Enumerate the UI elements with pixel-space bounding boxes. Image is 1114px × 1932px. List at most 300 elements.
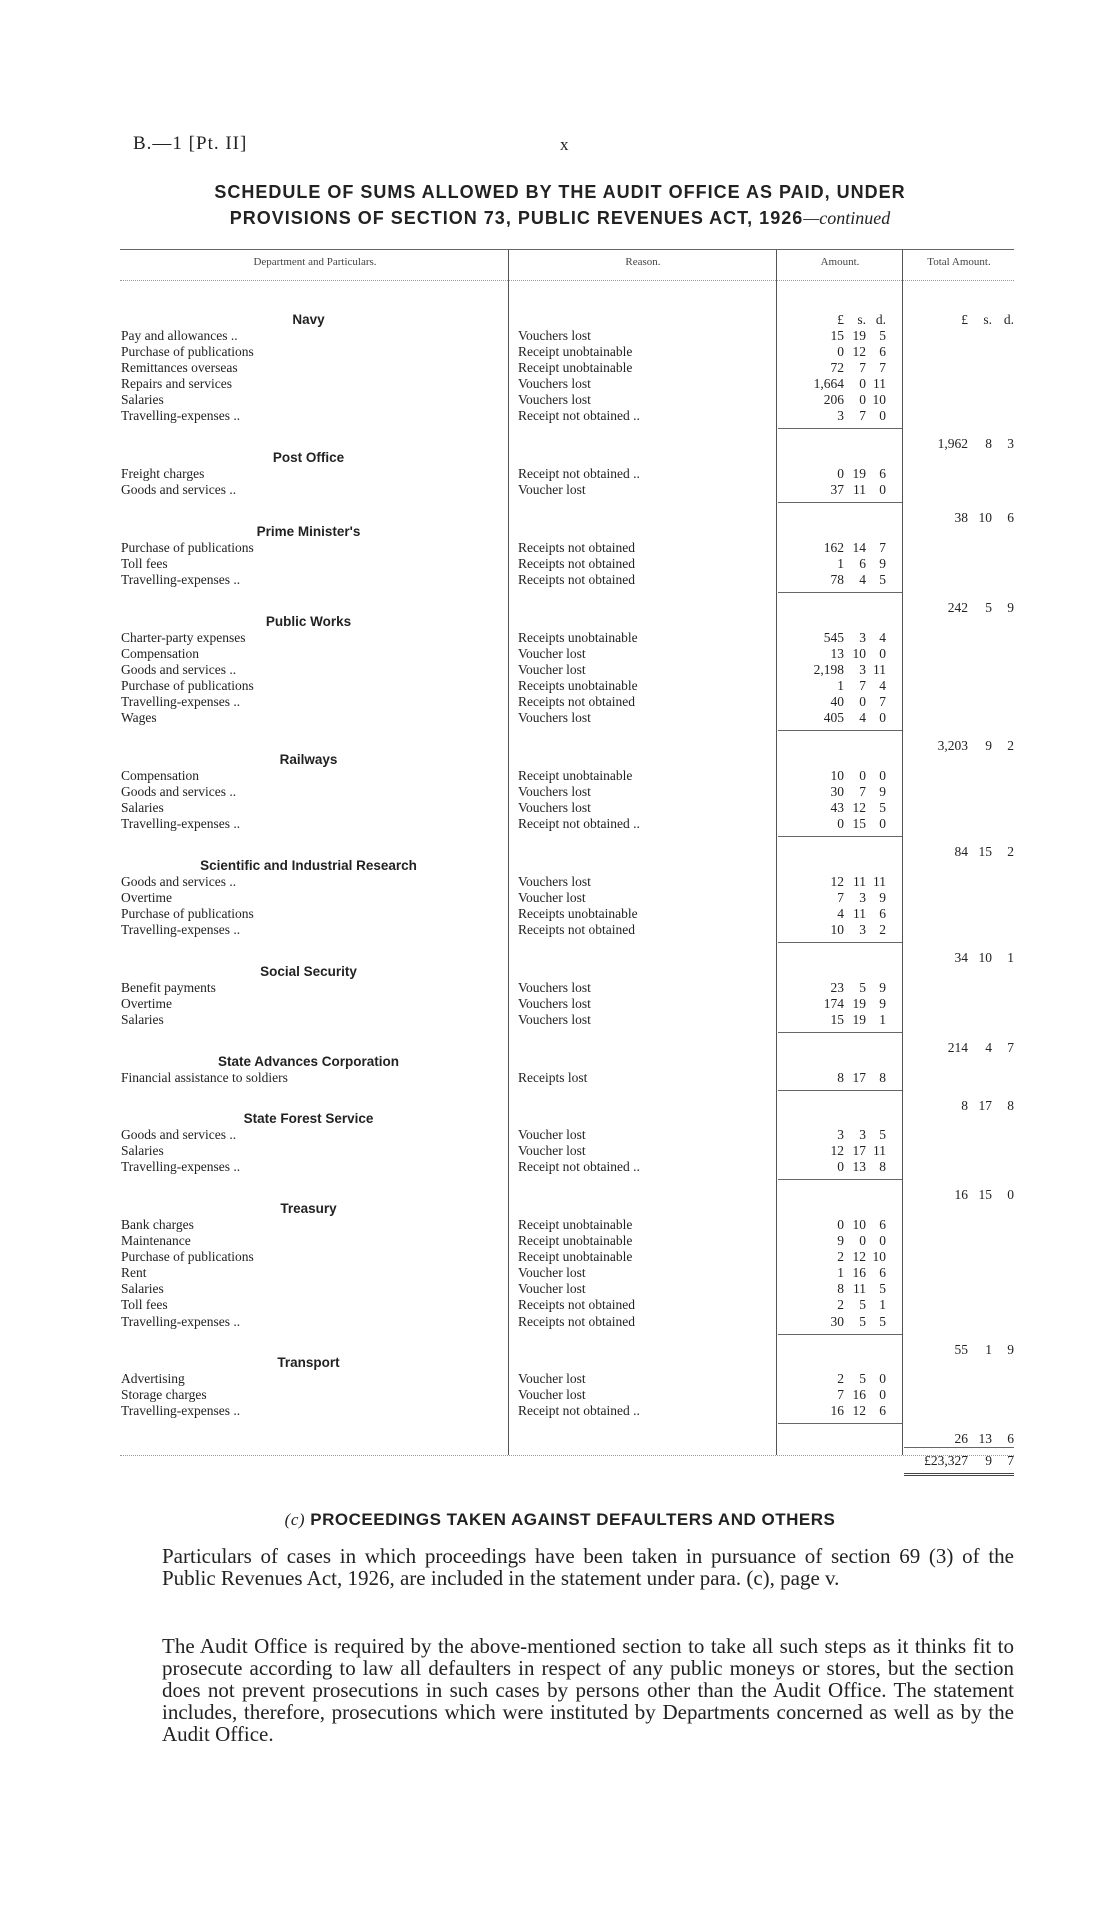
page-header-left: B.—1 [Pt. II]	[133, 133, 248, 154]
reason-text: Receipts lost	[518, 1069, 588, 1085]
reason-cell	[518, 800, 758, 816]
amount-cell-pounds: 4	[837, 905, 844, 921]
amount-cell-shillings: 19	[852, 995, 866, 1011]
department-total-pence: 6	[1007, 510, 1014, 526]
particular-text: Travelling-expenses ..	[121, 1313, 241, 1329]
amount-cell-shillings: 0	[859, 767, 866, 783]
reason-cell	[518, 328, 758, 344]
section-c-label: (c)	[284, 1510, 306, 1529]
amount-cell	[790, 646, 886, 662]
total-currency-header-pence: d.	[1003, 312, 1014, 327]
particular-text: Goods and services ..	[121, 1127, 237, 1143]
amount-cell-pounds: 30	[830, 783, 844, 799]
particular-text: Freight charges	[121, 466, 205, 482]
reason-text: Voucher lost	[518, 1265, 586, 1281]
department-total-pence: 9	[1007, 1341, 1014, 1357]
particular-text: Overtime	[121, 995, 172, 1011]
department-total-shillings: 4	[985, 1039, 992, 1055]
department-total-shillings: 15	[978, 1187, 992, 1203]
section-c-title: PROCEEDINGS TAKEN AGAINST DEFAULTERS AND OTHERS	[310, 1510, 836, 1529]
particular-cell	[121, 784, 496, 800]
reason-cell	[518, 1387, 758, 1403]
reason-cell	[518, 1371, 758, 1387]
particular-text: Wages	[121, 710, 157, 726]
reason-text: Receipt unobtainable	[518, 1233, 633, 1249]
particular-cell	[121, 768, 496, 784]
schedule-title-line1: SCHEDULE OF SUMS ALLOWED BY THE AUDIT OFFICE AS PAID, UNDER	[214, 182, 906, 202]
amount-cell	[790, 540, 886, 556]
subtotal-rule	[778, 592, 902, 593]
department-total	[912, 738, 1014, 754]
amount-cell	[790, 800, 886, 816]
amount-cell-shillings: 17	[852, 1143, 866, 1159]
particular-cell	[121, 1371, 496, 1387]
amount-cell-pounds: 2	[837, 1249, 844, 1265]
particular-cell	[121, 540, 496, 556]
amount-cell-pence: 7	[879, 539, 886, 555]
grand-total-rule	[904, 1447, 1014, 1448]
subtotal-rule	[778, 428, 902, 429]
particular-cell	[121, 1012, 496, 1028]
reason-cell	[518, 1217, 758, 1233]
reason-cell	[518, 360, 758, 376]
amount-cell	[790, 1249, 886, 1265]
amount-cell	[790, 408, 886, 424]
amount-cell-pounds: 7	[837, 1387, 844, 1403]
amount-cell-shillings: 19	[852, 1011, 866, 1027]
amount-cell-pounds: 1	[837, 677, 844, 693]
amount-cell-pence: 5	[879, 799, 886, 815]
grand-total	[912, 1453, 1014, 1469]
reason-cell	[518, 890, 758, 906]
col-divider-total	[902, 250, 903, 1455]
reason-cell	[518, 408, 758, 424]
col-header-total: Total Amount.	[927, 256, 991, 268]
particular-cell	[121, 376, 496, 392]
amount-cell-pence: 5	[879, 1313, 886, 1329]
particular-text: Travelling-expenses ..	[121, 572, 241, 587]
department-total-shillings: 1	[985, 1341, 992, 1357]
amount-cell-shillings: 10	[852, 1217, 866, 1233]
department-total-pence: 1	[1007, 949, 1014, 965]
reason-text: Receipts unobtainable	[518, 629, 638, 645]
particular-text: Pay and allowances ..	[121, 328, 238, 344]
department-total-pence: 6	[1007, 1431, 1014, 1447]
amount-cell-shillings: 7	[859, 783, 866, 799]
amount-cell-pence: 10	[872, 1249, 886, 1265]
amount-cell	[790, 980, 886, 996]
amount-cell	[790, 710, 886, 726]
amount-cell-pounds: 0	[837, 466, 844, 482]
department-total-pounds: 1,962	[937, 436, 968, 452]
particular-cell	[121, 328, 496, 344]
reason-text: Vouchers lost	[518, 873, 591, 889]
amount-cell-shillings: 4	[859, 572, 866, 587]
particular-cell	[121, 1127, 496, 1143]
particular-cell	[121, 1387, 496, 1403]
particular-text: Goods and services ..	[121, 873, 237, 889]
reason-cell	[518, 678, 758, 694]
particular-text: Toll fees	[121, 1297, 168, 1313]
amount-cell-pence: 4	[879, 629, 886, 645]
col-divider-reason	[508, 250, 509, 1455]
amount-cell-shillings: 12	[852, 1249, 866, 1265]
particular-cell	[121, 360, 496, 376]
amount-cell-pence: 9	[879, 783, 886, 799]
particular-text: Bank charges	[121, 1217, 194, 1233]
particular-cell	[121, 1281, 496, 1297]
particular-text: Compensation	[121, 645, 199, 661]
reason-text: Receipt not obtained ..	[518, 408, 640, 424]
department-total-pounds: 8	[961, 1097, 968, 1113]
department-total	[912, 1187, 1014, 1203]
department-total-shillings: 5	[985, 600, 992, 616]
amount-cell-pence: 0	[879, 815, 886, 831]
department-total-pounds: 34	[954, 949, 968, 965]
particular-cell	[121, 392, 496, 408]
amount-cell-shillings: 3	[859, 1127, 866, 1143]
continued-label: —continued	[803, 208, 891, 228]
amount-cell-pence: 1	[879, 1011, 886, 1027]
subtotal-rule	[778, 730, 902, 731]
total-currency-header-shillings: s.	[983, 312, 992, 327]
amount-cell-pence: 11	[873, 873, 886, 889]
amount-cell-pounds: 10	[830, 921, 844, 937]
particular-text: Travelling-expenses ..	[121, 1403, 241, 1419]
amount-cell	[790, 630, 886, 646]
amount-cell-shillings: 6	[859, 555, 866, 571]
subtotal-rule	[778, 836, 902, 837]
reason-text: Voucher lost	[518, 645, 586, 661]
reason-cell	[518, 768, 758, 784]
department-total-pounds: 214	[947, 1039, 968, 1055]
particular-text: Salaries	[121, 1143, 164, 1159]
amount-cell	[790, 784, 886, 800]
reason-text: Vouchers lost	[518, 979, 591, 995]
paragraph-2-text: The Audit Office is required by the above-mentioned section to take all such steps as it thinks fit to prosecute according to law all defaulters in respect of any public moneys or stores, but the section does not prevent prosecutions in such cases by persons other than the Audit Office. The statement includes, therefore, prosecutions which were instituted by Departments concerned as well as by the Audit Office.	[162, 1634, 1014, 1746]
amount-cell-shillings: 5	[859, 1371, 866, 1387]
amount-cell-pence: 11	[873, 661, 886, 677]
particular-cell	[121, 1217, 496, 1233]
amount-cell	[790, 328, 886, 344]
particular-text: Salaries	[121, 799, 164, 815]
amount-cell-pounds: 8	[837, 1069, 844, 1085]
amount-cell-pence: 0	[879, 767, 886, 783]
particular-cell	[121, 344, 496, 360]
reason-cell	[518, 556, 758, 572]
particular-cell	[121, 662, 496, 678]
amount-cell-shillings: 5	[859, 979, 866, 995]
amount-cell-shillings: 11	[853, 873, 866, 889]
amount-cell-shillings: 7	[859, 360, 866, 376]
particular-text: Financial assistance to soldiers	[121, 1069, 288, 1085]
department-total	[912, 1342, 1014, 1358]
amount-cell-shillings: 17	[852, 1069, 866, 1085]
department-total-pounds: 16	[954, 1187, 968, 1203]
reason-text: Vouchers lost	[518, 799, 591, 815]
particular-text: Overtime	[121, 889, 172, 905]
amount-currency-header-pounds: £	[837, 312, 844, 327]
subtotal-rule	[778, 1032, 902, 1033]
department-heading: State Forest Service	[243, 1111, 374, 1127]
particular-text: Advertising	[121, 1371, 185, 1387]
amount-cell	[790, 1281, 886, 1297]
amount-cell-pence: 8	[879, 1159, 886, 1175]
department-total-shillings: 10	[978, 510, 992, 526]
amount-cell-pounds: 174	[823, 995, 844, 1011]
reason-cell	[518, 1159, 758, 1175]
amount-cell-shillings: 0	[859, 376, 866, 392]
amount-cell-pounds: 15	[830, 328, 844, 344]
amount-cell-pounds: 3	[837, 1127, 844, 1143]
subtotal-rule	[778, 1090, 902, 1091]
particular-cell	[121, 630, 496, 646]
reason-text: Receipts unobtainable	[518, 677, 638, 693]
particular-cell	[121, 874, 496, 890]
subtotal-rule	[778, 1423, 902, 1424]
particular-cell	[121, 408, 496, 424]
particular-text: Travelling-expenses ..	[121, 815, 241, 831]
reason-text: Receipts not obtained	[518, 572, 635, 587]
department-total	[912, 1040, 1014, 1056]
amount-cell	[790, 678, 886, 694]
grand-total-double-rule	[904, 1473, 1014, 1476]
amount-cell-shillings: 13	[852, 1159, 866, 1175]
reason-text: Receipts not obtained	[518, 1297, 635, 1313]
reason-cell	[518, 466, 758, 482]
amount-cell	[790, 1314, 886, 1330]
reason-cell	[518, 1297, 758, 1313]
reason-cell	[518, 572, 758, 588]
department-total	[912, 1098, 1014, 1114]
department-total-pounds: 55	[954, 1341, 968, 1357]
reason-text: Receipt unobtainable	[518, 1249, 633, 1265]
department-total-pence: 0	[1007, 1187, 1014, 1203]
amount-cell-shillings: 3	[859, 629, 866, 645]
amount-cell-shillings: 5	[859, 1297, 866, 1313]
reason-text: Receipts not obtained	[518, 555, 635, 571]
amount-cell-pounds: 2	[837, 1371, 844, 1387]
section-c-paragraph-2	[162, 1635, 1014, 1745]
particular-text: Travelling-expenses ..	[121, 921, 241, 937]
amount-cell-shillings: 7	[859, 677, 866, 693]
amount-cell	[790, 922, 886, 938]
col-header-particulars: Department and Particulars.	[253, 256, 377, 268]
department-total	[912, 844, 1014, 860]
amount-cell-pence: 6	[879, 1403, 886, 1419]
amount-cell-shillings: 19	[852, 466, 866, 482]
particular-text: Goods and services ..	[121, 783, 237, 799]
particular-text: Goods and services ..	[121, 661, 237, 677]
reason-text: Receipt not obtained ..	[518, 466, 640, 482]
amount-cell-pence: 10	[872, 392, 886, 408]
particular-text: Goods and services ..	[121, 482, 237, 498]
amount-cell	[790, 1403, 886, 1419]
amount-cell-pence: 0	[879, 710, 886, 726]
reason-text: Receipts not obtained	[518, 921, 635, 937]
department-heading: Social Security	[260, 963, 357, 979]
amount-cell-pence: 8	[879, 1069, 886, 1085]
amount-cell-pence: 0	[879, 408, 886, 424]
col-divider-amount	[776, 250, 777, 1455]
amount-cell-pence: 0	[879, 645, 886, 661]
particular-cell	[121, 1143, 496, 1159]
particular-cell	[121, 1233, 496, 1249]
amount-cell-pence: 11	[873, 1143, 886, 1159]
amount-cell	[790, 1387, 886, 1403]
amount-cell	[790, 662, 886, 678]
amount-cell-pence: 0	[879, 1233, 886, 1249]
amount-cell	[790, 816, 886, 832]
amount-cell	[790, 768, 886, 784]
amount-cell-pence: 0	[879, 1371, 886, 1387]
amount-cell-pounds: 0	[837, 1159, 844, 1175]
particular-cell	[121, 678, 496, 694]
amount-cell-pence: 11	[873, 376, 886, 392]
reason-cell	[518, 1233, 758, 1249]
reason-text: Voucher lost	[518, 1387, 586, 1403]
particular-text: Benefit payments	[121, 979, 216, 995]
reason-cell	[518, 1265, 758, 1281]
particular-cell	[121, 572, 496, 588]
reason-text: Vouchers lost	[518, 1011, 591, 1027]
reason-cell	[518, 906, 758, 922]
reason-cell	[518, 376, 758, 392]
amount-cell-shillings: 3	[859, 889, 866, 905]
amount-cell	[790, 1265, 886, 1281]
amount-cell-pounds: 206	[823, 392, 844, 408]
reason-cell	[518, 996, 758, 1012]
amount-cell	[790, 376, 886, 392]
department-total	[912, 1431, 1014, 1447]
particular-text: Salaries	[121, 1281, 164, 1297]
reason-cell	[518, 1070, 758, 1086]
amount-cell-pounds: 545	[823, 629, 844, 645]
amount-cell-pence: 5	[879, 328, 886, 344]
department-heading: State Advances Corporation	[217, 1053, 400, 1069]
department-total-pence: 3	[1007, 436, 1014, 452]
amount-cell-pence: 0	[879, 482, 886, 498]
amount-cell-shillings: 14	[852, 539, 866, 555]
grand-total-pounds: £23,327	[924, 1453, 968, 1469]
total-currency-header	[912, 312, 1014, 328]
amount-cell-pence: 5	[879, 1127, 886, 1143]
reason-text: Receipts not obtained	[518, 539, 635, 555]
amount-cell-pence: 5	[879, 1281, 886, 1297]
amount-cell-pounds: 40	[830, 693, 844, 709]
amount-cell-pounds: 8	[837, 1281, 844, 1297]
department-total-shillings: 8	[985, 436, 992, 452]
amount-cell	[790, 1070, 886, 1086]
section-c-paragraph-1	[162, 1545, 1014, 1589]
amount-cell	[790, 1233, 886, 1249]
col-header-amount: Amount.	[820, 256, 860, 268]
particular-text: Purchase of publications	[121, 677, 254, 693]
particular-cell	[121, 1159, 496, 1175]
amount-cell-pounds: 43	[830, 799, 844, 815]
amount-cell-shillings: 15	[852, 815, 866, 831]
amount-cell	[790, 482, 886, 498]
particular-cell	[121, 1265, 496, 1281]
reason-text: Receipt not obtained ..	[518, 1159, 640, 1175]
amount-cell-shillings: 10	[852, 645, 866, 661]
reason-cell	[518, 694, 758, 710]
department-heading: Transport	[277, 1355, 340, 1371]
reason-cell	[518, 1281, 758, 1297]
amount-cell	[790, 360, 886, 376]
amount-cell-pence: 6	[879, 1265, 886, 1281]
particular-text: Storage charges	[121, 1387, 207, 1403]
reason-cell	[518, 630, 758, 646]
reason-text: Vouchers lost	[518, 328, 591, 344]
particular-cell	[121, 996, 496, 1012]
amount-cell-pounds: 1	[837, 555, 844, 571]
reason-text: Vouchers lost	[518, 392, 591, 408]
reason-text: Voucher lost	[518, 1127, 586, 1143]
reason-text: Vouchers lost	[518, 783, 591, 799]
particular-text: Rent	[121, 1265, 147, 1281]
particular-cell	[121, 1249, 496, 1265]
department-total-pounds: 3,203	[937, 738, 968, 754]
amount-cell-pounds: 13	[830, 645, 844, 661]
amount-cell-pence: 0	[879, 1387, 886, 1403]
subtotal-rule	[778, 1334, 902, 1335]
amount-cell-shillings: 16	[852, 1265, 866, 1281]
reason-cell	[518, 1314, 758, 1330]
col-header-reason: Reason.	[625, 256, 661, 268]
department-total-shillings: 10	[978, 949, 992, 965]
reason-cell	[518, 482, 758, 498]
amount-cell-pence: 6	[879, 1217, 886, 1233]
table-header-rule	[120, 280, 1014, 281]
amount-cell-pounds: 23	[830, 979, 844, 995]
amount-cell-pounds: 30	[830, 1313, 844, 1329]
amount-cell-shillings: 5	[859, 1313, 866, 1329]
amount-cell-shillings: 0	[859, 1233, 866, 1249]
amount-cell-shillings: 3	[859, 661, 866, 677]
department-total-pence: 7	[1007, 1039, 1014, 1055]
department-total-pence: 2	[1007, 844, 1014, 860]
amount-cell-shillings: 19	[852, 328, 866, 344]
department-heading: Railways	[279, 751, 338, 767]
amount-cell-pounds: 37	[830, 482, 844, 498]
amount-currency-header-shillings: s.	[857, 312, 866, 327]
reason-cell	[518, 1127, 758, 1143]
amount-cell-pounds: 78	[830, 572, 844, 587]
particular-text: Salaries	[121, 392, 164, 408]
amount-cell	[790, 890, 886, 906]
particular-cell	[121, 466, 496, 482]
amount-cell-pence: 5	[879, 572, 886, 587]
particular-text: Charter-party expenses	[121, 629, 246, 645]
department-total-pence: 8	[1007, 1097, 1014, 1113]
particular-cell	[121, 694, 496, 710]
reason-text: Voucher lost	[518, 1143, 586, 1159]
table-top-rule	[120, 249, 1014, 250]
particular-text: Purchase of publications	[121, 905, 254, 921]
reason-text: Receipt not obtained ..	[518, 1403, 640, 1419]
amount-currency-header-pence: d.	[875, 312, 886, 327]
particular-text: Repairs and services	[121, 376, 232, 392]
reason-text: Receipt not obtained ..	[518, 815, 640, 831]
amount-cell	[790, 906, 886, 922]
amount-cell-pounds: 3	[837, 408, 844, 424]
amount-cell-shillings: 11	[853, 1281, 866, 1297]
particular-cell	[121, 1314, 496, 1330]
particular-text: Travelling-expenses ..	[121, 408, 241, 424]
particular-cell	[121, 710, 496, 726]
amount-cell	[790, 572, 886, 588]
